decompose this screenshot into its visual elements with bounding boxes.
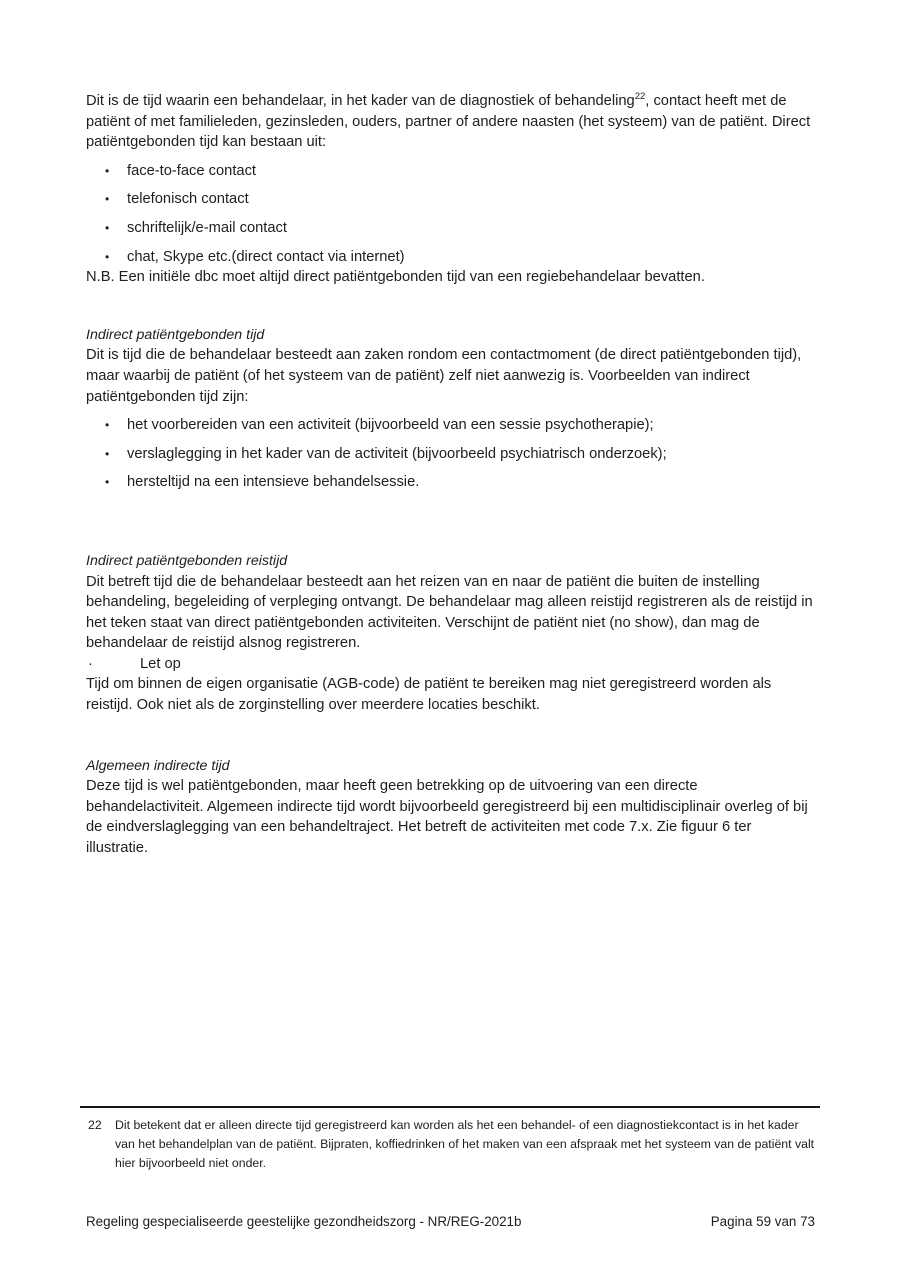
intro-text-after-footnote: , contact heeft met de patiënt of met familieleden, gezinsleden, ouders, partner of andere naasten (het systeem) van de patiënt. Direct patiëntgebonden tijd kan bestaan uit: bbox=[86, 93, 811, 151]
section-heading-indirect-patientgebonden-tijd: Indirect patiëntgebonden tijd bbox=[86, 326, 265, 343]
list-item: • schriftelijk/e-mail contact bbox=[86, 218, 816, 239]
let-op-label: · Let op bbox=[86, 654, 816, 675]
indirect-tijd-bullet-list bbox=[86, 415, 816, 493]
list-item: • het voorbereiden van een activiteit (bijvoorbeeld van een sessie psychotherapie); bbox=[86, 415, 816, 436]
footer-document-title: Regeling gespecialiseerde geestelijke gezondheidszorg - NR/REG-2021b bbox=[86, 1214, 522, 1229]
intro-text-before-footnote: Dit is de tijd waarin een behandelaar, in het kader van de diagnostiek of behandeling bbox=[86, 93, 635, 109]
section-paragraph-reistijd: Dit betreft tijd die de behandelaar besteedt aan het reizen van en naar de patiënt die buiten de instelling behandeling, begeleiding of verpleging ontvangt. De behandelaar mag alleen reistijd registreren als de reistijd in het teken staat van direct patiëntgebonden activiteiten. Verschijnt de patiënt niet (no show), dan mag de behandelaar de reistijd alsnog registreren. bbox=[86, 573, 813, 652]
footnote-reference: 22 bbox=[634, 91, 646, 103]
footnote-text: Dit betekent dat er alleen directe tijd geregistreerd kan worden als het een behandel- of een diagnostiekcontact is in het kader van het behandelplan van de patiënt. Bijpraten, koffiedrinken of het maken van een afspraak met het systeem van de patiënt valt hier bijvoorbeeld niet onder. bbox=[115, 1118, 815, 1170]
let-op-paragraph: Tijd om binnen de eigen organisatie (AGB-code) de patiënt te bereiken mag niet geregistreerd worden als reistijd. Ook niet als de zorginstelling over meerdere locaties beschikt. bbox=[86, 676, 772, 714]
section-paragraph-algemeen: Deze tijd is wel patiëntgebonden, maar heeft geen betrekking op de uitvoering van een directe behandelactiviteit. Algemeen indirecte tijd wordt bijvoorbeeld geregistreerd bij een multidisciplinair overleg of bij de eindverslaglegging van een behandeltraject. Het betreft de activiteiten met code 7.x. Zie figuur 6 ter illustratie. bbox=[86, 778, 808, 857]
section-heading-indirect-patientgebonden-reistijd: Indirect patiëntgebonden reistijd bbox=[86, 552, 288, 569]
direct-contact-bullet-list bbox=[86, 161, 816, 267]
page-footer bbox=[86, 1213, 815, 1230]
intro-paragraph bbox=[86, 91, 816, 153]
list-item: • hersteltijd na een intensieve behandelsessie. bbox=[86, 472, 816, 493]
section-paragraph-indirect-patientgebonden-tijd: Dit is tijd die de behandelaar besteedt aan zaken rondom een contactmoment (de direct patiëntgebonden tijd), maar waarbij de patiënt (of het systeem van de patiënt) zelf niet aanwezig is. Voorbeelden van indirect patiëntgebonden tijd zijn: bbox=[86, 347, 802, 405]
footnote-number: 22 bbox=[88, 1118, 102, 1132]
page-content bbox=[86, 91, 816, 859]
list-item: • face-to-face contact bbox=[86, 161, 816, 182]
section-heading-algemeen-indirecte-tijd: Algemeen indirecte tijd bbox=[86, 757, 230, 774]
nb-note: N.B. Een initiële dbc moet altijd direct patiëntgebonden tijd van een regiebehandelaar bevatten. bbox=[86, 269, 705, 286]
list-item: • chat, Skype etc.(direct contact via internet) bbox=[86, 247, 816, 268]
list-item: • verslaglegging in het kader van de activiteit (bijvoorbeeld psychiatrisch onderzoek); bbox=[86, 444, 816, 465]
footer-page-number: Pagina 59 van 73 bbox=[710, 1214, 815, 1229]
footnote-separator-rule bbox=[80, 1106, 820, 1108]
list-item: • telefonisch contact bbox=[86, 189, 816, 210]
footnote bbox=[88, 1116, 816, 1173]
